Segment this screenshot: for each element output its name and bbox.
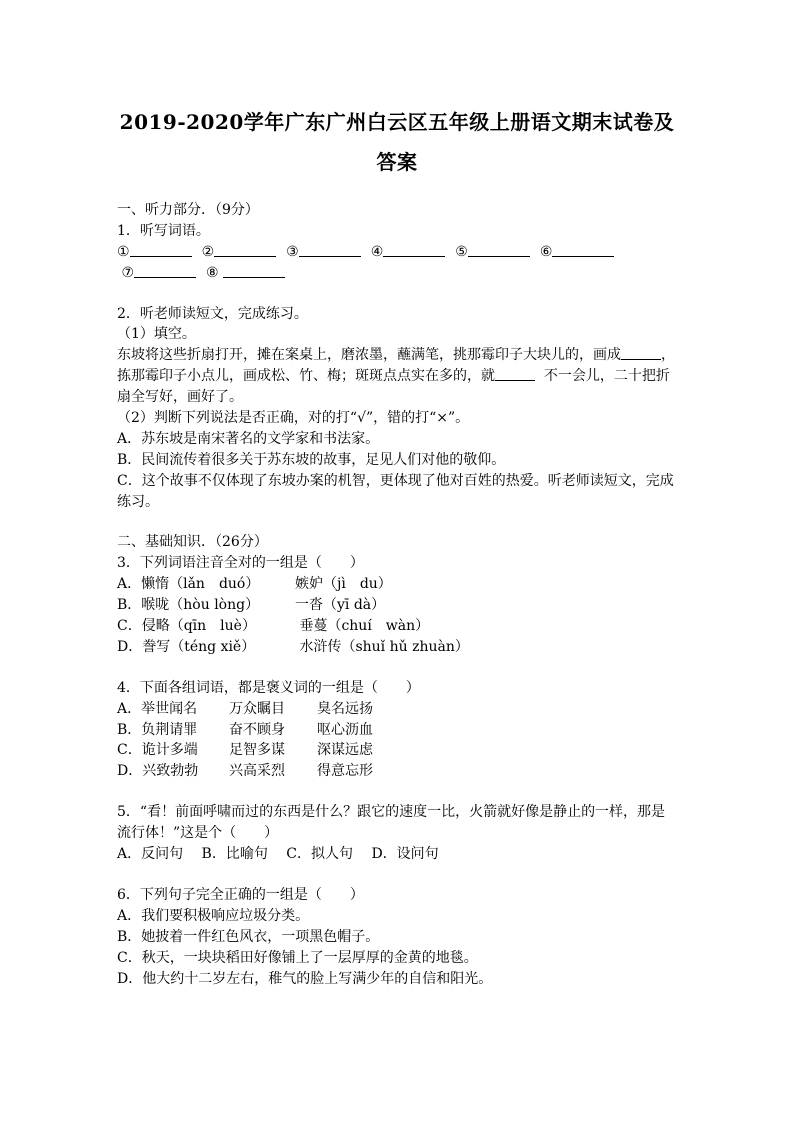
- option: 足智多谋: [229, 742, 285, 759]
- option-row: [117, 616, 687, 637]
- judge-item: 练习。: [117, 493, 159, 510]
- option-row: [117, 595, 687, 616]
- passage-text: 拣那霉印子小点儿，画成松、竹、梅；斑斑点点实在多的，就: [117, 368, 495, 385]
- option: D．他大约十二岁左右，稚气的脸上写满少年的自信和阳光。: [117, 970, 493, 987]
- answer-blank[interactable]: [621, 345, 661, 360]
- question-1: 1．听写词语。: [117, 222, 210, 239]
- answer-blank[interactable]: [214, 242, 276, 257]
- option: D．兴致勃勃: [117, 763, 199, 780]
- sub-question-judge: （2）判断下列说法是否正确，对的打“√”，错的打“×”。: [117, 410, 470, 427]
- option: 万众瞩目: [229, 700, 285, 717]
- judge-item: A．苏东坡是南宋著名的文学家和书法家。: [117, 430, 380, 447]
- document-title-line2: 答案: [376, 150, 418, 174]
- option: A．我们要积极响应垃圾分类。: [117, 907, 310, 924]
- option-row: [117, 761, 687, 782]
- blank-number: ③: [286, 243, 299, 260]
- document-body: [117, 200, 687, 989]
- option: 臭名远扬: [317, 700, 373, 717]
- answer-blank[interactable]: [134, 263, 196, 278]
- blank-number: ⑧: [206, 264, 219, 281]
- section-heading: 一、听力部分．（9分）: [117, 202, 259, 218]
- blank-number: ②: [201, 243, 215, 260]
- passage-text: ，: [661, 347, 675, 364]
- question-6: 6．下列句子完全正确的一组是（ ）: [117, 886, 364, 903]
- judge-item: C．这个故事不仅体现了东坡办案的机智，更体现了他对百姓的热爱。听老师读短文，完成: [117, 472, 674, 489]
- option: C．秋天，一块块稻田好像铺上了一层厚厚的金黄的地毯。: [117, 949, 478, 966]
- answer-blank[interactable]: [495, 366, 535, 381]
- option-row: A．反问句 B．比喻句 C．拟人句 D．设问句: [117, 846, 439, 863]
- option-row: [117, 740, 687, 761]
- answer-blank[interactable]: [383, 242, 445, 257]
- option: 一沓（yī dà）: [295, 597, 386, 614]
- option: D．誊写（téng xiě）: [117, 638, 256, 655]
- blank-number: ⑦: [121, 264, 135, 281]
- question-3: 3．下列词语注音全对的一组是（ ）: [117, 555, 364, 572]
- question-5-cont: 流行体！”这是个（ ）: [117, 825, 279, 842]
- judge-item: B．民间流传着很多关于苏东坡的故事，足见人们对他的敬仰。: [117, 451, 506, 468]
- option: 嫉妒（jì du）: [295, 576, 392, 593]
- question-2: 2．听老师读短文，完成练习。: [117, 305, 308, 322]
- passage-text: 东坡将这些折扇打开，摊在案桌上，磨浓墨，蘸满笔，挑那霉印子大块儿的，画成: [117, 347, 621, 364]
- answer-blank[interactable]: [299, 242, 361, 257]
- option: B．负荆请罪: [117, 721, 198, 738]
- answer-blank[interactable]: [552, 242, 614, 257]
- passage-line: 扇全写好，画好了。: [117, 389, 243, 406]
- option: 水浒传（shuǐ hǔ zhuàn）: [295, 638, 469, 655]
- dictation-blanks-row1: [117, 242, 687, 263]
- option: A．懒惰（lǎn duó）: [117, 576, 260, 593]
- answer-blank[interactable]: [223, 263, 285, 278]
- question-5: 5．“看！前面呼啸而过的东西是什么？跟它的速度一比，火箭就好像是静止的一样，那是: [117, 804, 666, 821]
- blank-number: ⑤: [455, 243, 468, 260]
- blank-number: ①: [117, 243, 130, 260]
- passage-line: [117, 345, 687, 366]
- blank-number: ④: [370, 243, 384, 260]
- option: 兴高采烈: [229, 763, 285, 780]
- option: A．举世闻名: [117, 700, 198, 717]
- option-row: [117, 637, 687, 658]
- option-row: [117, 699, 687, 720]
- sub-question-fill: （1）填空。: [117, 326, 196, 343]
- document-title: 2019-2020学年广东广州白云区五年级上册语文期末试卷及: [119, 110, 675, 134]
- option-row: [117, 574, 687, 595]
- passage-line: [117, 366, 687, 387]
- option: C．诡计多端: [117, 742, 198, 759]
- option: C．侵略（qīn luè）: [117, 618, 256, 635]
- option: 奋不顾身: [229, 721, 285, 738]
- dictation-blanks-row2: [117, 263, 687, 284]
- answer-blank[interactable]: [468, 242, 530, 257]
- option: 得意忘形: [317, 763, 373, 780]
- passage-text: 不一会儿，二十把折: [535, 368, 670, 385]
- option: 垂蔓（chuí wàn）: [295, 618, 430, 635]
- option: B．她披着一件红色风衣，一项黑色帽子。: [117, 928, 380, 945]
- section-heading: 二、基础知识．（26分）: [117, 534, 268, 551]
- option: 呕心沥血: [317, 721, 373, 738]
- option: B．喉咙（hòu lòng）: [117, 597, 260, 614]
- blank-number: ⑥: [539, 243, 553, 260]
- question-4: 4．下面各组词语，都是褒义词的一组是（ ）: [117, 679, 420, 696]
- answer-blank[interactable]: [130, 242, 192, 257]
- option-row: [117, 720, 687, 741]
- option: 深谋远虑: [317, 742, 373, 759]
